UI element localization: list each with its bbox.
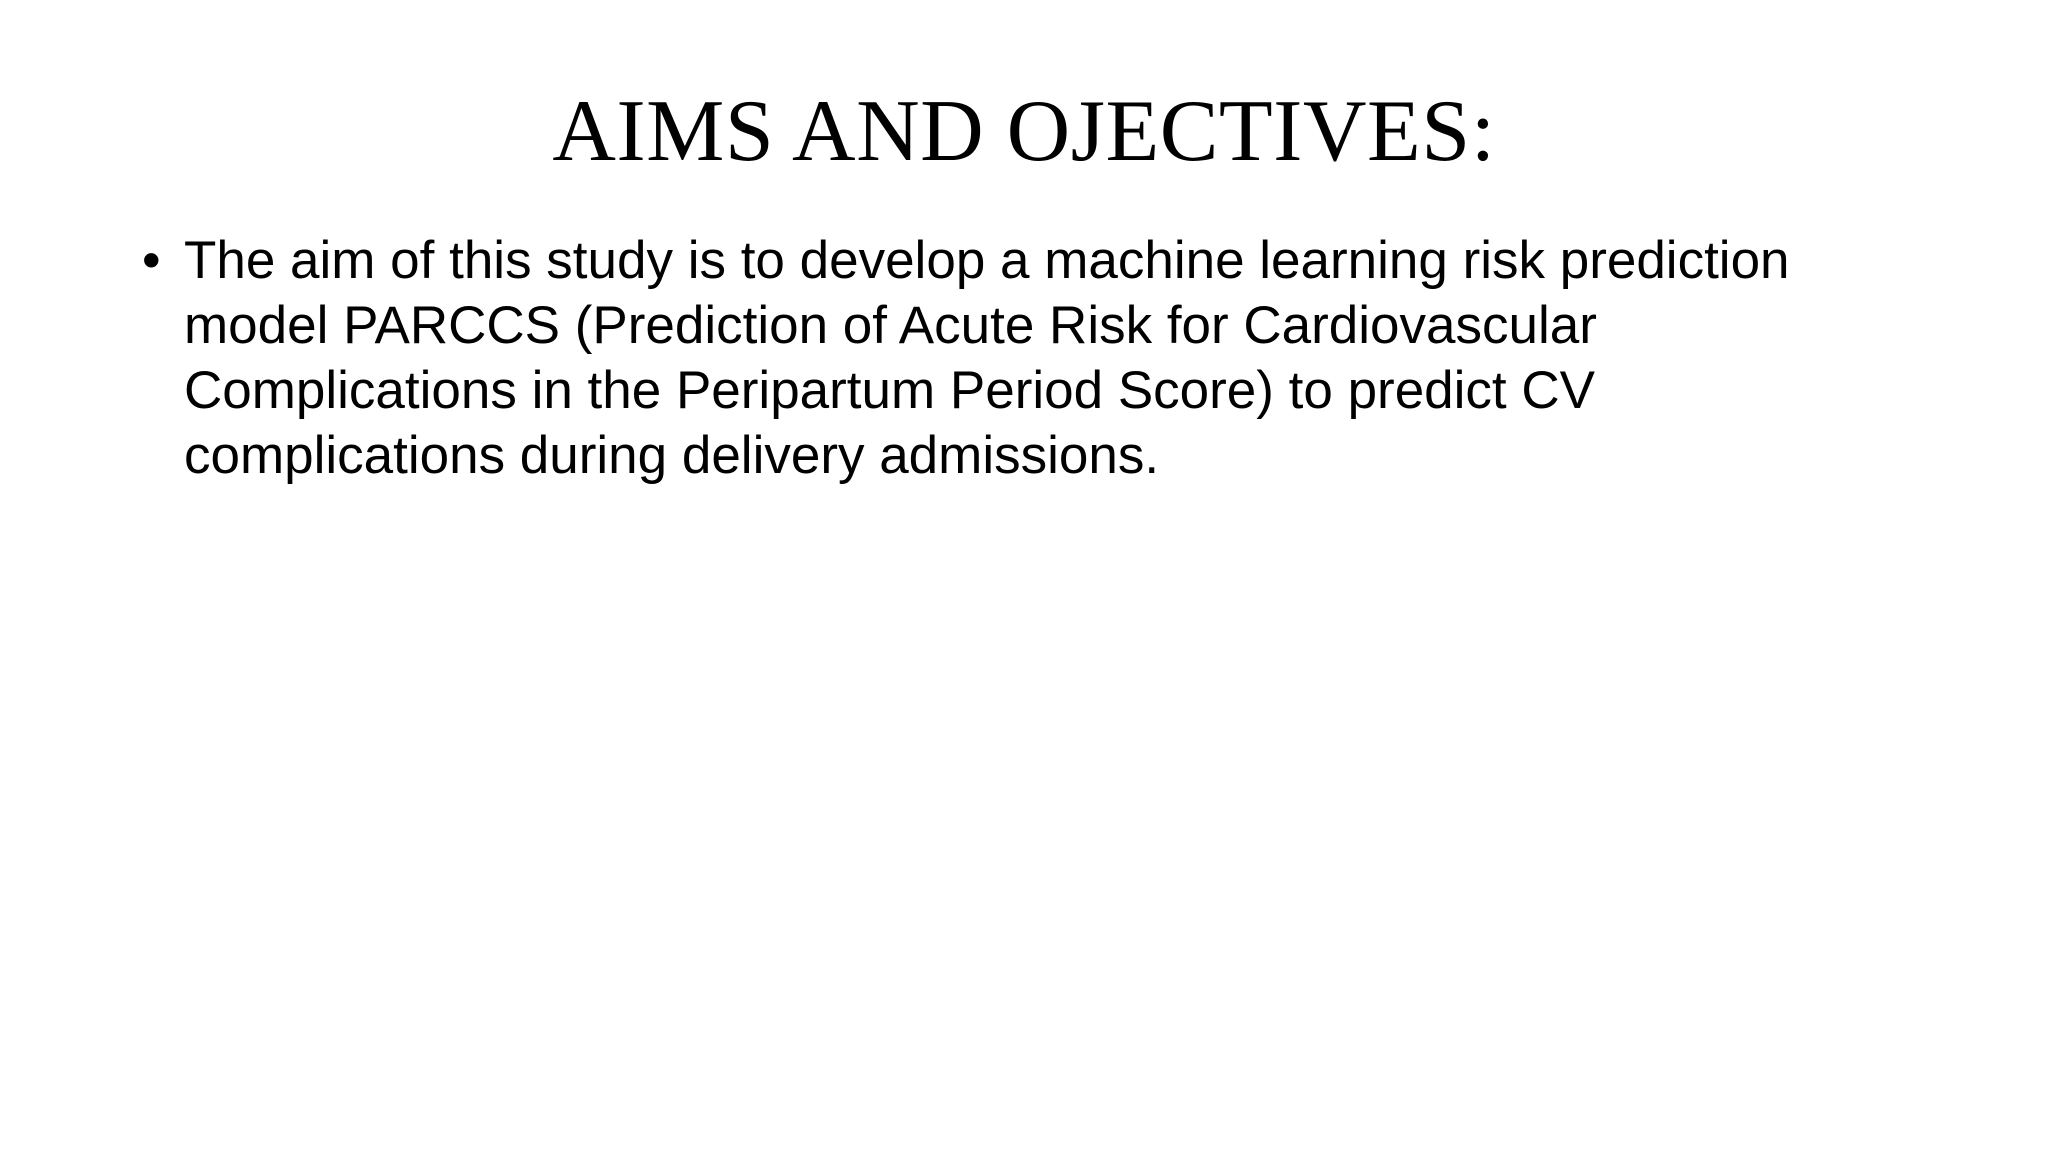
bullet-text: The aim of this study is to develop a machine learning risk prediction model PARCCS (Prediction of Acute Risk for Cardiovascular Complications in the Peripartum Period Score) to predict CV complications during delivery admissions. [184, 231, 1790, 485]
bullet-list [142, 228, 1902, 488]
bullet-item [142, 228, 1902, 488]
bullet-icon: • [142, 231, 161, 290]
slide-title: AIMS AND OJECTIVES: [552, 83, 1496, 180]
